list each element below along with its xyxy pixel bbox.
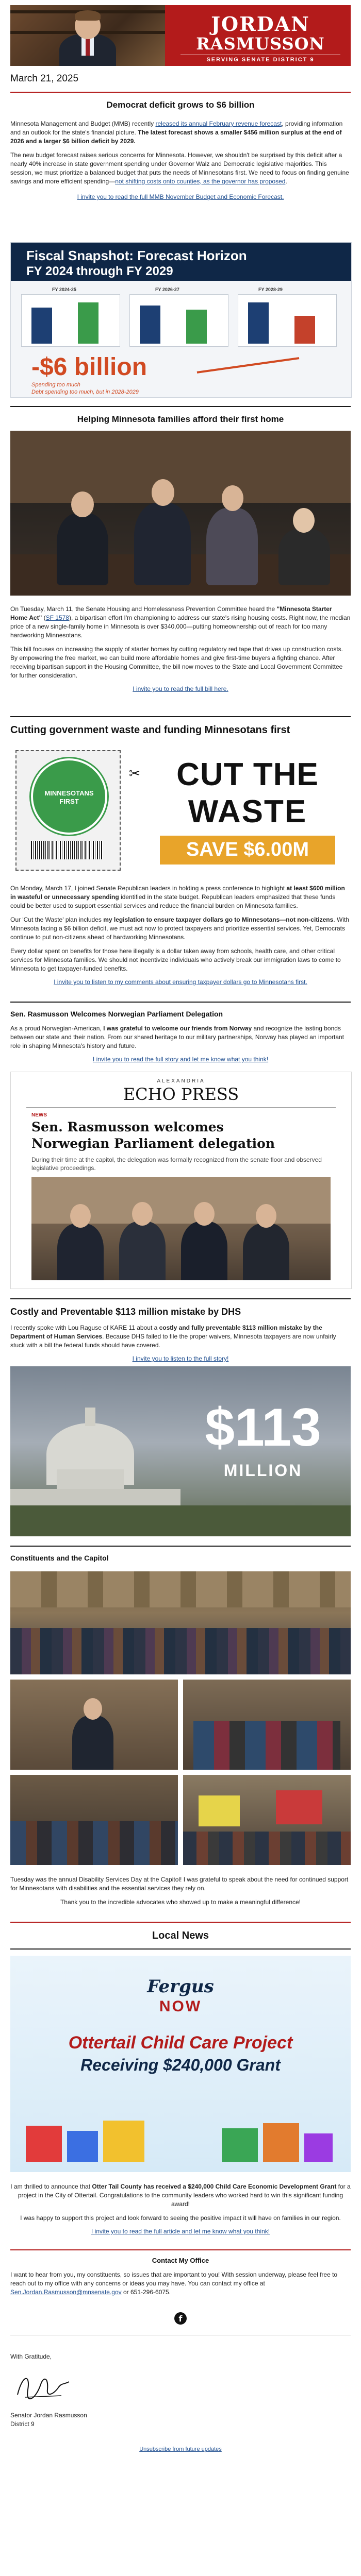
news-tag: NEWS xyxy=(31,1112,47,1118)
divider xyxy=(10,1948,351,1950)
cut-line-1: CUT THE xyxy=(176,757,319,792)
county-costs-link[interactable]: not shifting costs onto counties, as the governor has proposed xyxy=(115,178,286,185)
facebook-icon[interactable]: f xyxy=(174,2312,187,2325)
text: On Monday, March 17, I joined Senate Republican leaders in holding a press conference to highlight xyxy=(10,885,287,892)
waste-paragraph-2 xyxy=(10,916,351,942)
text-bold: "Minnesota Starter Home Act" xyxy=(10,605,332,621)
senator-name: Senator Jordan Rasmusson xyxy=(10,2412,87,2419)
save-text: SAVE $6.00M xyxy=(186,839,309,860)
closing: With Gratitude, xyxy=(10,2353,52,2360)
header-banner xyxy=(10,5,351,66)
delegation-photo xyxy=(31,1177,331,1280)
person-head xyxy=(70,1204,91,1228)
minnesotans-first-badge xyxy=(31,758,107,835)
text: , providing information and an outlook for the state's financial picture. xyxy=(10,120,343,136)
norway-story-link[interactable]: I invite you to read the full story and let me know what you think! xyxy=(92,1056,269,1063)
trees xyxy=(10,1505,351,1536)
waste-paragraph-1 xyxy=(10,884,351,910)
text: and recognize the lasting bonds between our state and their nation. From our shared heritage to our military partnerships, Norway has played an important role in shaping Minnesota's history and future. xyxy=(10,1025,344,1049)
forecast-link[interactable]: released its annual February revenue forecast xyxy=(155,120,282,127)
echo-press-clipping xyxy=(10,1072,352,1289)
text-bold: at least $600 million in wasteful or unnecessary spending xyxy=(10,885,345,901)
homebuyers-section xyxy=(10,414,351,425)
big-unit: MILLION xyxy=(223,1461,303,1480)
capitol-section xyxy=(10,1554,351,1562)
fergus-now-graphic xyxy=(10,1956,351,2172)
text: . With Minnesota facing a $6 billion deficit, we must act now to protect taxpayers and prioritize essential services. Yet, Democrats continue to put non-citizens ahead of hardworking Minnesotans. xyxy=(10,916,349,941)
text: for a project in the City of Ottertail. Congratulations to the community leaders who worked hard to win this significant funding award! xyxy=(18,2183,351,2208)
text-bold: The latest forecast shows a smaller $456 million surplus at the end of 2026 and a larger $6 billion deficit by 2029. xyxy=(10,129,342,145)
cut-the-waste-graphic xyxy=(10,745,351,874)
text-bold: I was grateful to welcome our friends from Norway xyxy=(103,1025,252,1032)
waste-title: Cutting government waste and funding Minnesotans first xyxy=(10,724,290,736)
local-news-section xyxy=(10,1930,351,1942)
rally-crowd xyxy=(183,1832,351,1865)
text: . xyxy=(285,178,287,185)
homebuyers-paragraph-2: This bill focuses on increasing the supply of starter homes by cutting regulatory red tape that drives up construction costs. By empowering the free market, we can build more affordable homes and give first-time buyers a fighting chance. After receiving bipartisan support in the Housing Committee, the bill now moves to the State and Local Government Committee for further consideration. xyxy=(10,646,343,679)
panel-label: FY 2028-29 xyxy=(258,287,283,292)
clipping-dek: During their time at the capitol, the delegation was formally recognized from the senate floor and observed legislative proceedings. xyxy=(31,1156,322,1172)
waste-comments-link[interactable]: I invite you to listen to my comments about ensuring taxpayer dollars go to Minnesotans first. xyxy=(54,978,307,986)
panel-label: FY 2024-25 xyxy=(52,287,76,292)
toy-block xyxy=(222,2128,258,2162)
header-name-last: RASMUSSON xyxy=(196,34,325,54)
collage-photo-left xyxy=(10,1680,178,1770)
deficit-paragraph-2 xyxy=(10,151,351,186)
bar-red xyxy=(294,316,315,344)
bar-green xyxy=(78,302,99,344)
signature xyxy=(12,2369,74,2405)
person xyxy=(278,529,330,585)
date: March 21, 2025 xyxy=(10,73,79,84)
contact-section xyxy=(10,2257,351,2302)
person xyxy=(206,508,258,585)
text-bold: my legislation to ensure taxpayer dollars go to Minnesotans—not non-citizens xyxy=(103,916,334,923)
person-head xyxy=(256,1204,276,1228)
panel-label: FY 2026-27 xyxy=(155,287,179,292)
graphic-headline-1: Ottertail Child Care Project xyxy=(68,2033,293,2053)
fergus-logo-2: NOW xyxy=(159,1998,202,2015)
signs xyxy=(276,1790,322,1824)
toy-block xyxy=(304,2133,333,2162)
deficit-paragraph-1 xyxy=(10,120,351,146)
person xyxy=(243,1224,289,1280)
person-head xyxy=(194,1202,215,1226)
person-head xyxy=(222,485,243,511)
collage-photo-bottom-right xyxy=(183,1775,351,1865)
norway-title: Sen. Rasmusson Welcomes Norwegian Parliament Delegation xyxy=(10,1010,223,1018)
rally-crowd xyxy=(10,1821,178,1865)
collage-photo-top xyxy=(10,1571,351,1674)
homebuyers-title: Helping Minnesota families afford their first home xyxy=(77,414,284,424)
graphic-title-2: FY 2024 through FY 2029 xyxy=(26,264,173,278)
divider xyxy=(10,92,351,93)
advocate-group xyxy=(193,1721,340,1770)
text: Minnesota Management and Budget (MMB) recently xyxy=(10,120,156,127)
dhs-paragraph-1 xyxy=(10,1324,351,1350)
person xyxy=(119,1222,166,1280)
person-head xyxy=(152,479,174,506)
text: Our 'Cut the Waste' plan includes xyxy=(10,916,104,923)
blocks-row xyxy=(26,2110,335,2167)
fiscal-snapshot-graphic xyxy=(10,242,352,398)
text: As a proud Norwegian-American, xyxy=(10,1025,104,1032)
deficit-title: Democrat deficit grows to $6 billion xyxy=(106,100,255,110)
person-head xyxy=(84,1698,102,1720)
clipping-headline-1: Sen. Rasmusson welcomes xyxy=(31,1120,224,1134)
person-head xyxy=(293,508,315,533)
contact-title: Contact My Office xyxy=(152,2257,209,2264)
barcode xyxy=(31,841,103,859)
collage-photo-bottom-left xyxy=(10,1775,178,1865)
person-head xyxy=(71,492,94,517)
person xyxy=(181,1222,227,1280)
person xyxy=(72,1716,113,1770)
masthead-rule xyxy=(26,1107,336,1108)
waste-section xyxy=(10,724,351,736)
toy-block xyxy=(26,2126,62,2162)
text: I recently spoke with Lou Raguse of KARE 11 about a xyxy=(10,1324,159,1331)
signature-graphic xyxy=(12,2369,74,2405)
save-banner xyxy=(160,836,335,865)
local-news-title: Local News xyxy=(152,1930,209,1941)
local-paragraph-2: I was happy to support this project and look forward to seeing the positive impact it will have on families in our region. xyxy=(20,2214,341,2222)
unsubscribe-link[interactable]: Unsubscribe from future updates xyxy=(139,2446,222,2452)
signoff-name xyxy=(10,2411,351,2429)
toy-block xyxy=(263,2123,299,2162)
capitol-drum xyxy=(57,1469,124,1490)
text-bold: Otter Tail County has received a $240,000 Child Care Economic Development Grant xyxy=(92,2183,337,2190)
text: The new budget forecast raises serious concerns for Minnesota. However, we shouldn't be surprised by this deficit after a nearly 40% increase in state government spending under Governor Walz and Democratic legislative majorities. This session, we must prioritize a balanced budget that puts the needs of Minnesotans first. We need to focus on finding genuine savings and more efficient spending— xyxy=(10,151,349,185)
divider xyxy=(10,1002,351,1003)
local-paragraph-1 xyxy=(10,2182,351,2209)
deficit-amount: -$6 billion xyxy=(31,353,147,381)
header-name-first: JORDAN xyxy=(211,12,310,36)
divider xyxy=(10,716,351,717)
person xyxy=(57,1224,104,1280)
bar-navy xyxy=(140,306,160,344)
graphic-caption-1: Spending too much xyxy=(31,382,80,388)
text: . Because DHS failed to file the proper waivers, Minnesota taxpayers are now unfairly stuck with a bill the federal funds should have covered. xyxy=(10,1333,336,1349)
masthead-top: ALEXANDRIA xyxy=(157,1078,205,1084)
header-tagline: SERVING SENATE DISTRICT 9 xyxy=(180,55,340,63)
header-photo xyxy=(10,5,165,66)
wall-panel xyxy=(10,431,351,503)
dhs-section xyxy=(10,1307,351,1362)
committee-hearing-photo xyxy=(10,431,351,596)
local-news-body xyxy=(10,2182,351,2235)
dhs-story-link[interactable]: I invite you to listen to the full story! xyxy=(132,1355,229,1362)
capitol-body xyxy=(10,1875,351,1912)
big-amount: $113 xyxy=(205,1398,321,1458)
forecast-panel xyxy=(21,287,341,349)
crowd xyxy=(10,1628,351,1674)
waste-paragraph-3: Every dollar spent on benefits for those here illegally is a dollar taken away from schools, health care, and other critical services for Minnesota families. We should not incentivize individuals who actively break our immigration laws to come to Minnesota to get taxpayer-funded benefits. xyxy=(10,947,341,972)
bar-green xyxy=(186,310,207,344)
rotunda-arches xyxy=(10,1571,351,1607)
collage-photo-right xyxy=(183,1680,351,1770)
photo-collage xyxy=(10,1571,351,1865)
text-bold: costly and fully preventable $113 million mistake by the Department of Human Services xyxy=(10,1324,322,1340)
toy-block xyxy=(103,2121,144,2162)
text: I want to hear from you, my constituents, so issues that are important to you! With session underway, please feel free to reach out to my office with any concerns or ideas you may have. You can contact my office at xyxy=(10,2271,338,2287)
deficit-section xyxy=(10,100,351,200)
capitol-paragraph-1: Tuesday was the annual Disability Services Day at the Capitol! I was grateful to speak about the need for continued support for Minnesotans with disabilities and the essential services they rely on. xyxy=(10,1876,349,1892)
email-link[interactable]: Sen.Jordan.Rasmusson@mnsenate.gov xyxy=(10,2289,122,2296)
capitol-title: Constituents and the Capitol xyxy=(10,1554,109,1562)
person xyxy=(57,513,108,585)
signoff xyxy=(10,2352,351,2366)
footer-bar xyxy=(0,2442,361,2458)
graphic-headline-2: Receiving $240,000 Grant xyxy=(80,2056,281,2074)
bill-link[interactable]: SF 1578 xyxy=(45,614,69,621)
divider xyxy=(10,1298,351,1299)
down-arrow xyxy=(197,357,300,374)
text: identified in the state budget. Republican leaders emphasized that these funds could be better used to support essential services and reduce the financial burden on Minnesota families. xyxy=(10,893,336,909)
text: ( xyxy=(42,614,46,621)
badge-text: MINNESOTANS FIRST xyxy=(44,789,94,805)
masthead: ECHO PRESS xyxy=(123,1084,239,1104)
norway-section xyxy=(10,1010,351,1063)
bar-navy xyxy=(31,308,52,344)
text: On Tuesday, March 11, the Senate Housing and Homelessness Prevention Committee heard the xyxy=(10,605,277,613)
cut-line-2: WASTE xyxy=(188,794,307,829)
dhs-title: Costly and Preventable $113 million mistake by DHS xyxy=(10,1307,241,1317)
mmb-forecast-link[interactable]: I invite you to read the full MMB November Budget and Economic Forecast. xyxy=(77,193,284,200)
divider xyxy=(10,2249,351,2250)
norway-paragraph-1 xyxy=(10,1024,351,1050)
signs xyxy=(199,1795,240,1826)
graphic-title-1: Fiscal Snapshot: Forecast Horizon xyxy=(26,248,247,263)
header-photo-hair xyxy=(75,10,101,21)
text: ), a bipartisan effort I'm championing to address our state's rising housing costs. Right now, the median price of a new single-family home in Minnesota is over $340,000—putting homeownership out of reach for too many hardworking Minnesotans. xyxy=(10,614,351,639)
fergus-logo-1: Fergus xyxy=(147,1976,214,1997)
divider xyxy=(10,406,351,407)
homebuyers-paragraph-1 xyxy=(10,605,351,640)
graphic-caption-2: Debt spending too much, but in 2028-2029 xyxy=(31,389,139,395)
text: or 651-296-6075. xyxy=(121,2289,171,2296)
capitol-113-million-image xyxy=(10,1366,351,1536)
person xyxy=(134,503,191,585)
divider xyxy=(10,1546,351,1547)
header-photo-tie xyxy=(86,37,90,56)
divider xyxy=(10,1922,351,1923)
read-bill-link[interactable]: I invite you to read the full bill here. xyxy=(133,685,228,692)
person-head xyxy=(132,1202,153,1226)
toy-block xyxy=(67,2131,98,2162)
clipping-headline-2: Norwegian Parliament delegation xyxy=(31,1136,275,1151)
senator-district: District 9 xyxy=(10,2420,35,2428)
homebuyers-body xyxy=(10,605,351,692)
text: I am thrilled to announce that xyxy=(10,2183,92,2190)
capitol-lantern xyxy=(85,1408,95,1426)
waste-body xyxy=(10,884,351,986)
scissors-icon: ✂ xyxy=(129,766,140,781)
bar-navy xyxy=(248,302,269,344)
local-article-link[interactable]: I invite you to read the full article and let me know what you think! xyxy=(91,2228,270,2235)
graphic-header xyxy=(11,243,351,281)
capitol-paragraph-2: Thank you to the incredible advocates who showed up to make a meaningful difference! xyxy=(60,1899,301,1906)
contact-paragraph xyxy=(10,2270,351,2297)
